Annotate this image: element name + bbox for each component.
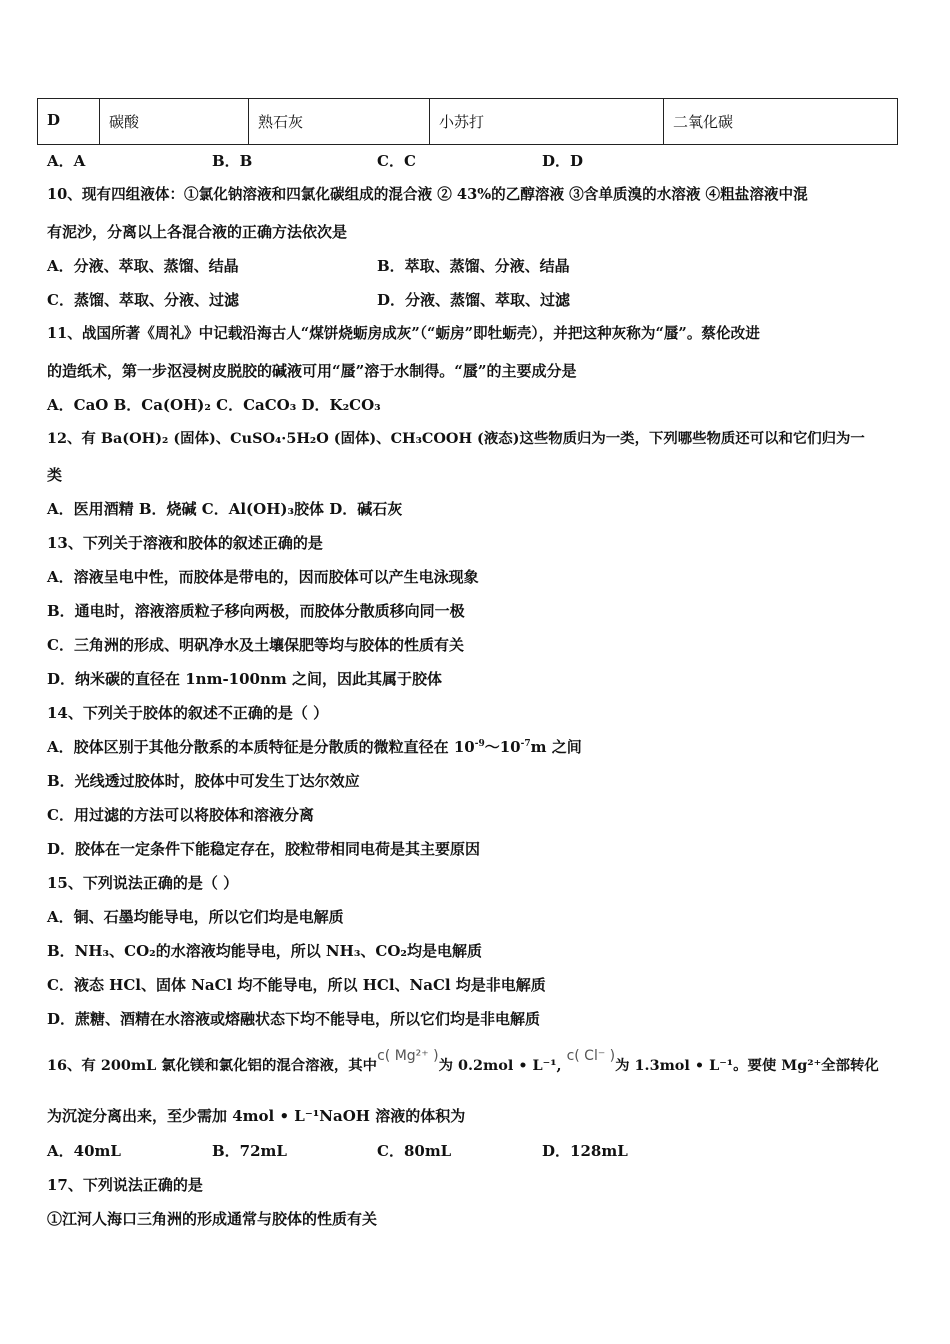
q17-item-1: ①江河人海口三角洲的形成通常与胶体的性质有关 — [47, 1210, 378, 1228]
table-cell: 小苏打 — [430, 99, 664, 145]
q10-option-a: A．分液、萃取、蒸馏、结晶 — [47, 257, 239, 275]
q9-option-c: C．C — [377, 152, 416, 170]
q14-option-a — [47, 737, 582, 757]
q16-stem-line1 — [47, 1048, 879, 1076]
q10-option-d: D．分液、蒸馏、萃取、过滤 — [377, 291, 571, 309]
q16-text-1: 16、有 200mL 氯化镁和氯化铝的混合溶液，其中 — [47, 1057, 378, 1074]
q14-a-exponent-2: -7 — [520, 739, 531, 749]
q16-option-a: A．40mL — [47, 1142, 121, 1160]
q16-option-d: D．128mL — [542, 1142, 628, 1160]
q14-a-text-mid: ～10 — [484, 738, 521, 756]
q14-option-d: D．胶体在一定条件下能稳定存在，胶粒带相同电荷是其主要原因 — [47, 840, 481, 858]
q14-a-exponent-1: -9 — [474, 739, 485, 749]
q15-option-b: B．NH₃、CO₂的水溶液均能导电，所以 NH₃、CO₂均是电解质 — [47, 942, 482, 960]
q10-options-row2 — [47, 290, 570, 310]
q15-option-a: A．铜、石墨均能导电，所以它们均是电解质 — [47, 908, 344, 926]
q16-text-3: 为 1.3mol • L⁻¹。要使 Mg²⁺全部转化 — [615, 1057, 879, 1074]
mg-concentration-formula: c( Mg²⁺ ) — [377, 1048, 439, 1064]
q13-option-b: B．通电时，溶液溶质粒子移向两极，而胶体分散质移向同一极 — [47, 602, 465, 620]
q14-a-text: A．胶体区别于其他分散系的本质特征是分散质的微粒直径在 10 — [47, 738, 475, 756]
q14-stem: 14、下列关于胶体的叙述不正确的是（ ） — [47, 704, 329, 722]
q9-options — [47, 151, 583, 171]
q15-option-c: C．液态 HCl、固体 NaCl 均不能导电，所以 HCl、NaCl 均是非电解质 — [47, 976, 546, 994]
table-cell: 二氧化碳 — [664, 99, 898, 145]
q11-stem-line1: 11、战国所著《周礼》中记载沿海古人“煤饼烧蛎房成灰”（“蛎房”即牡蛎壳），并把这种灰称为“蜃”。蔡伦改进 — [47, 325, 760, 342]
q15-option-d: D．蔗糖、酒精在水溶液或熔融状态下均不能导电，所以它们均是非电解质 — [47, 1010, 541, 1028]
q12-stem-line1: 12、有 Ba(OH)₂ (固体)、CuSO₄·5H₂O (固体)、CH₃COOH (液态)这些物质归为一类，下列哪些物质还可以和它们归为一 — [47, 430, 865, 447]
q9-option-b: B．B — [212, 152, 253, 170]
q13-option-a: A．溶液呈电中性，而胶体是带电的，因而胶体可以产生电泳现象 — [47, 568, 479, 586]
q14-option-c: C．用过滤的方法可以将胶体和溶液分离 — [47, 806, 314, 824]
q11-stem-line2: 的造纸术，第一步沤浸树皮脱胶的碱液可用“蜃”溶于水制得。“蜃”的主要成分是 — [47, 362, 577, 380]
q12-options: A．医用酒精 B．烧碱 C．Al(OH)₃胶体 D．碱石灰 — [47, 500, 403, 518]
q16-text-2: 为 0.2mol • L⁻¹, — [438, 1057, 567, 1074]
q15-stem: 15、下列说法正确的是（ ） — [47, 874, 239, 892]
q16-option-c: C．80mL — [377, 1142, 452, 1160]
q10-option-b: B．萃取、蒸馏、分液、结晶 — [377, 257, 570, 275]
q13-option-d: D．纳米碳的直径在 1nm-100nm 之间，因此其属于胶体 — [47, 670, 442, 688]
q14-a-text-end: m 之间 — [530, 738, 582, 756]
q16-options — [47, 1141, 628, 1161]
q10-stem-line2: 有泥沙，分离以上各混合液的正确方法依次是 — [47, 223, 348, 241]
table-cell: D — [38, 99, 100, 145]
q9-option-d: D．D — [542, 152, 584, 170]
q9-option-a: A．A — [47, 152, 86, 170]
q10-option-c: C．蒸馏、萃取、分液、过滤 — [47, 291, 239, 309]
q16-option-b: B．72mL — [212, 1142, 287, 1160]
table-row — [38, 99, 898, 145]
q17-stem: 17、下列说法正确的是 — [47, 1176, 203, 1194]
q13-option-c: C．三角洲的形成、明矾净水及土壤保肥等均与胶体的性质有关 — [47, 636, 464, 654]
cl-concentration-formula: c( Cl⁻ ) — [566, 1048, 616, 1064]
q12-stem-line2: 类 — [47, 466, 63, 484]
q10-stem-line1: 10、现有四组液体：①氯化钠溶液和四氯化碳组成的混合液 ② 43%的乙醇溶液 ③含单质溴的水溶液 ④粗盐溶液中混 — [47, 186, 808, 203]
q14-option-b: B．光线透过胶体时，胶体中可发生丁达尔效应 — [47, 772, 360, 790]
q10-options-row1 — [47, 256, 570, 276]
table-cell: 熟石灰 — [249, 99, 430, 145]
q11-options: A．CaO B．Ca(OH)₂ C．CaCO₃ D．K₂CO₃ — [47, 396, 381, 414]
table-cell: 碳酸 — [100, 99, 249, 145]
q16-stem-line2: 为沉淀分离出来，至少需加 4mol • L⁻¹NaOH 溶液的体积为 — [47, 1107, 466, 1125]
answer-table — [37, 98, 898, 145]
q13-stem: 13、下列关于溶液和胶体的叙述正确的是 — [47, 534, 323, 552]
